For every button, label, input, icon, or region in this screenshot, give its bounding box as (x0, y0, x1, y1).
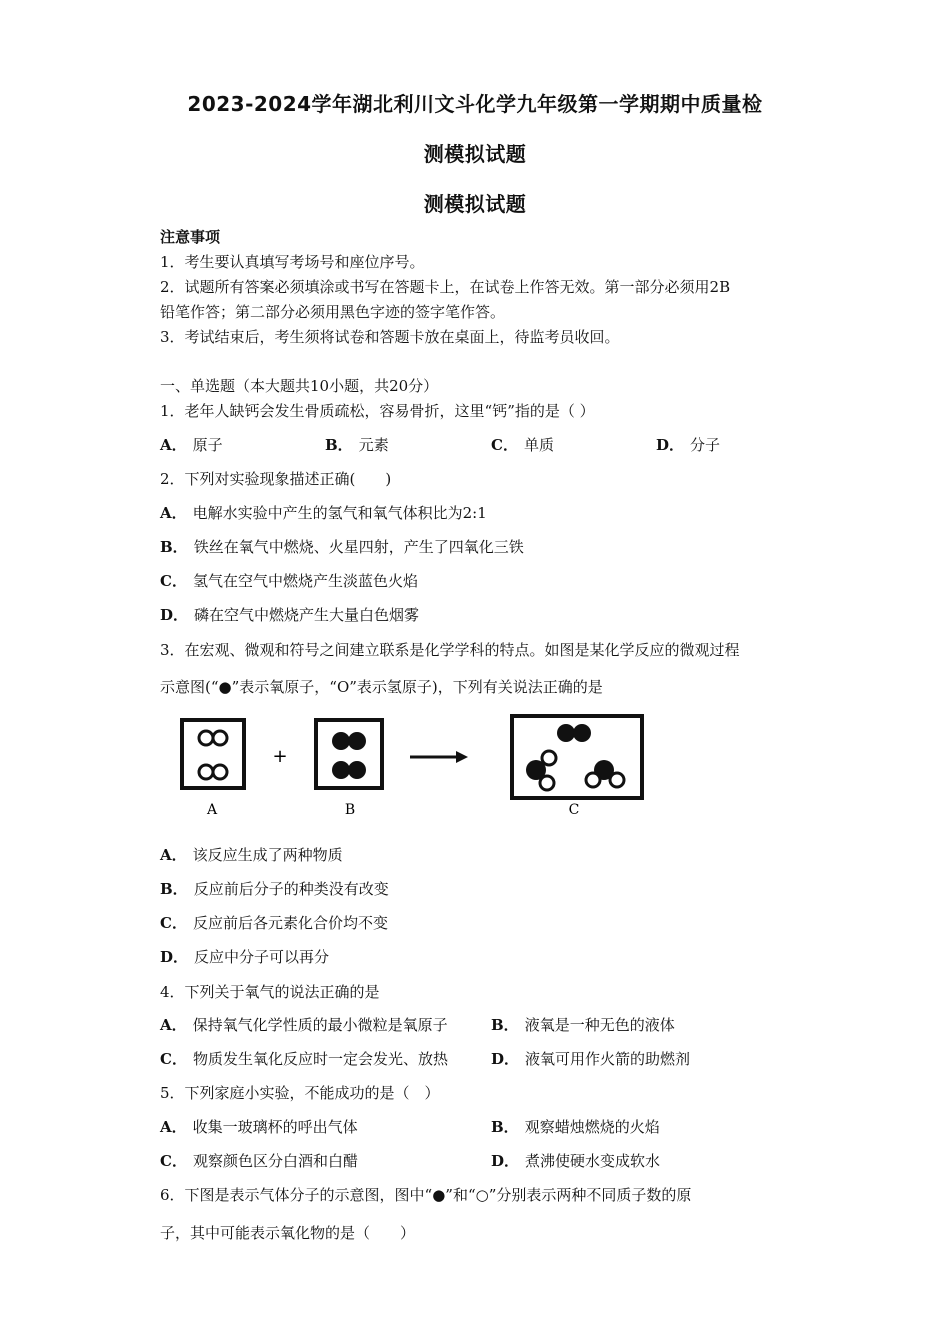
q2-option-a: A． 电解水实验中产生的氢气和氧气体积比为2:1 (160, 504, 487, 522)
note-item-2: 2．试题所有答案必须填涂或书写在答题卡上，在试卷上作答无效。第一部分必须用2B (160, 278, 731, 296)
q5-option-b: B． 观察蜡烛燃烧的火焰 (491, 1118, 660, 1136)
q5-option-c: C． 观察颜色区分白酒和白醋 (160, 1152, 358, 1170)
q1-stem: 1．老年人缺钙会发生骨质疏松，容易骨折，这里“钙”指的是（ ） (160, 402, 595, 420)
page-title-line-2: 测模拟试题 (423, 142, 527, 166)
q4-option-d: D． 液氧可用作火箭的助燃剂 (491, 1050, 691, 1068)
q1-option-c: C． 单质 (491, 436, 554, 454)
water-molecule-1 (526, 751, 556, 790)
hydrogen-molecule-1 (199, 731, 227, 745)
box-b (316, 720, 382, 788)
oxygen-molecule-leftover (557, 724, 591, 742)
notes-heading: 注意事项 (160, 228, 221, 246)
q2-option-c: C． 氢气在空气中燃烧产生淡蓝色火焰 (160, 572, 418, 590)
q6-stem-line-1: 6．下图是表示气体分子的示意图，图中“●”和“○”分别表示两种不同质子数的原 (160, 1186, 692, 1204)
q1-option-a: A． 原子 (160, 436, 223, 454)
page-title-line-1: 2023-2024学年湖北利川文斗化学九年级第一学期期中质量检 (187, 92, 763, 116)
q5-option-a: A． 收集一玻璃杯的呼出气体 (160, 1118, 358, 1136)
q1-option-b: B． 元素 (325, 436, 389, 454)
q3-option-b: B． 反应前后分子的种类没有改变 (160, 880, 389, 898)
q3-option-d: D． 反应中分子可以再分 (160, 948, 330, 966)
label-c: C (568, 802, 580, 818)
q1-option-d: D． 分子 (656, 436, 721, 454)
q3-stem-line-1: 3．在宏观、微观和符号之间建立联系是化学学科的特点。如图是某化学反应的微观过程 (160, 641, 740, 659)
section-heading: 一、单选题（本大题共10小题，共20分） (160, 377, 439, 395)
reaction-arrow (410, 751, 468, 763)
reaction-micro-diagram (160, 706, 690, 824)
box-a (182, 720, 244, 788)
note-item-3: 3．考试结束后，考生须将试卷和答题卡放在桌面上，待监考员收回。 (160, 328, 620, 346)
q3-stem-line-2: 示意图(“●”表示氧原子，“O”表示氢原子)，下列有关说法正确的是 (160, 678, 603, 696)
oxygen-molecule-2 (332, 761, 366, 779)
q4-option-b: B． 液氧是一种无色的液体 (491, 1016, 675, 1034)
q2-option-d: D． 磷在空气中燃烧产生大量白色烟雾 (160, 606, 420, 624)
note-item-1: 1．考生要认真填写考场号和座位序号。 (160, 253, 425, 271)
q4-option-a: A． 保持氧气化学性质的最小微粒是氧原子 (160, 1016, 448, 1034)
q5-option-d: D． 煮沸使硬水变成软水 (491, 1152, 661, 1170)
water-molecule-2 (586, 760, 624, 787)
q4-stem: 4．下列关于氧气的说法正确的是 (160, 983, 380, 1001)
note-item-2-cont: 铅笔作答；第二部分必须用黑色字迹的签字笔作答。 (160, 303, 506, 321)
q5-stem: 5．下列家庭小实验，不能成功的是（ ） (160, 1084, 440, 1102)
q2-option-b: B． 铁丝在氧气中燃烧、火星四射，产生了四氧化三铁 (160, 538, 524, 556)
q3-option-c: C． 反应前后各元素化合价均不变 (160, 914, 388, 932)
label-b: B (344, 802, 356, 818)
hydrogen-molecule-2 (199, 765, 227, 779)
q4-option-c: C． 物质发生氧化反应时一定会发光、放热 (160, 1050, 448, 1068)
oxygen-molecule-1 (332, 732, 366, 750)
page-title-line-3: 测模拟试题 (423, 192, 527, 216)
q2-stem: 2．下列对实验现象描述正确( ) (160, 470, 392, 488)
q6-stem-line-2: 子，其中可能表示氧化物的是（ ） (160, 1224, 416, 1242)
plus-sign: + (272, 746, 288, 767)
q3-option-a: A． 该反应生成了两种物质 (160, 846, 343, 864)
label-a: A (206, 802, 218, 818)
